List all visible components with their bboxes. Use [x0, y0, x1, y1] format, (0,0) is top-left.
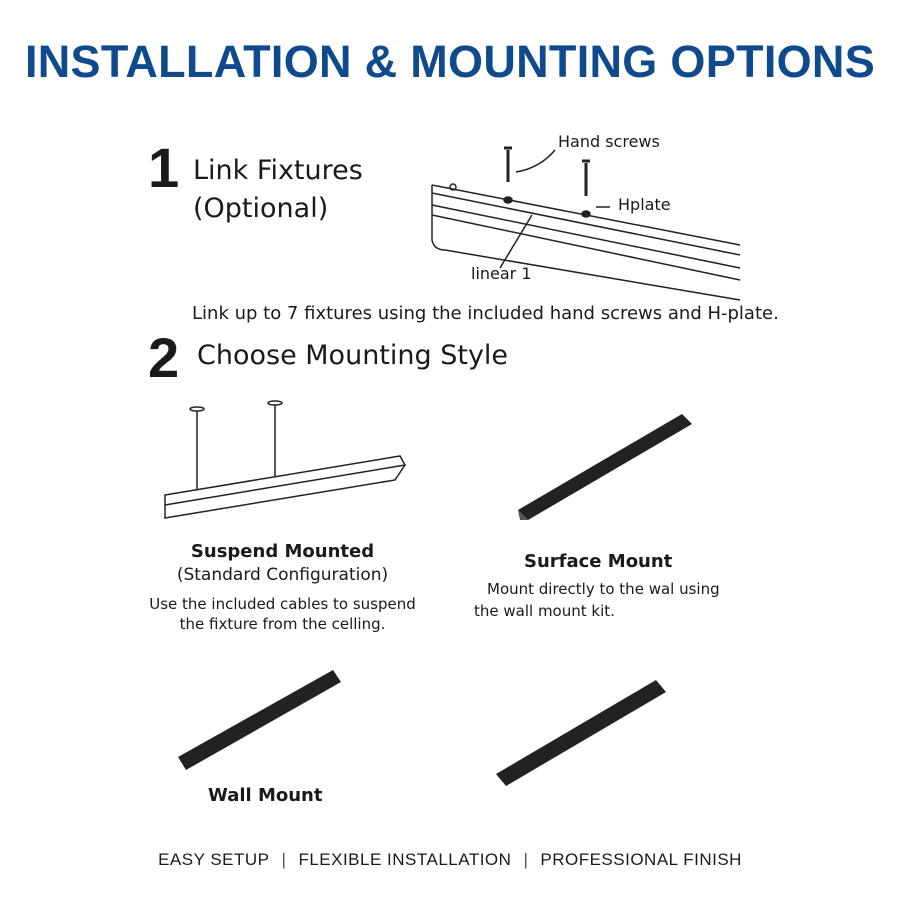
footer-item-easy-setup: EASY SETUP — [158, 850, 270, 869]
step-2-number: 2 — [148, 326, 180, 389]
surface-title: Surface Mount — [524, 551, 673, 572]
step-1-heading — [193, 152, 363, 228]
suspend-subtitle: (Standard Configuration) — [176, 565, 389, 585]
suspend-option — [135, 541, 430, 633]
wall-title: Wall Mount — [208, 785, 323, 806]
surface-desc-1: Mount directly to the wal using — [487, 580, 720, 598]
label-hplate: Hplate — [618, 195, 671, 214]
step-1-heading-line2: (Optional) — [193, 193, 329, 224]
extra-fixture-illustration — [496, 680, 666, 786]
suspend-desc-2: the fixture from the celling. — [179, 615, 386, 633]
footer-separator: | — [523, 850, 529, 869]
footer-features — [0, 850, 900, 870]
step-1-number: 1 — [148, 136, 180, 199]
suspend-title: Suspend Mounted — [190, 541, 375, 562]
surface-desc-2: the wall mount kit. — [474, 602, 615, 620]
wall-fixture-illustration — [178, 670, 341, 770]
surface-fixture-illustration — [518, 414, 692, 520]
step-2-heading: Choose Mounting Style — [197, 340, 509, 371]
page-title: INSTALLATION & MOUNTING OPTIONS — [24, 36, 876, 87]
label-hand-screws: Hand screws — [558, 132, 660, 151]
suspend-desc-1: Use the included cables to suspend — [149, 595, 416, 613]
step-1-description: Link up to 7 fixtures using the included hand screws and H-plate. — [192, 303, 779, 324]
footer-separator: | — [281, 850, 287, 869]
step-1-heading-line1: Link Fixtures — [193, 155, 363, 186]
label-linear: linear 1 — [471, 264, 532, 283]
suspend-fixture-illustration — [165, 401, 405, 518]
footer-item-professional: PROFESSIONAL FINISH — [540, 850, 742, 869]
footer-item-flexible: FLEXIBLE INSTALLATION — [298, 850, 512, 869]
